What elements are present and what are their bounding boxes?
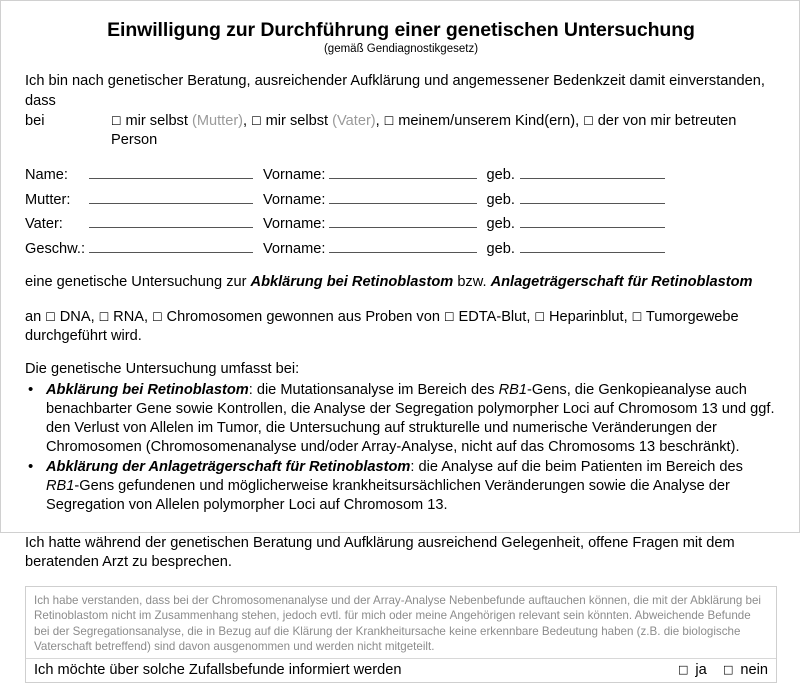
answer-label-nein: nein [740, 662, 768, 679]
consent-option-kind[interactable] [384, 113, 579, 129]
scope-list [25, 381, 777, 515]
field-label-geb: geb. [486, 240, 515, 257]
sample-source-heparinblut: Heparinblut [548, 308, 624, 325]
list-item [25, 458, 777, 515]
sample-material-rna: RNA [113, 308, 144, 325]
field-label-name: Name: [25, 167, 68, 184]
field-row-geschwister [25, 237, 777, 262]
input-geb-mutter[interactable] [520, 188, 665, 204]
checkbox-ja-icon[interactable]: □ [678, 662, 689, 676]
answer-label-ja: ja [695, 662, 707, 679]
input-vorname-geschwister[interactable] [329, 237, 477, 253]
sample-source-tumorgewebe: Tumorgewebe [645, 308, 739, 325]
sample-material-paragraph: an □ DNA, □ RNA, □ Chromosomen gewonnen aus Proben von □ EDTA-Blut, □ Heparinblut, □ Tumorgewebe durchgeführt wird. [25, 308, 739, 344]
consent-option-suffix: , [243, 112, 248, 129]
examination-target-abklaerung: Abklärung bei Retinoblastom [250, 274, 454, 291]
input-nachname-mutter[interactable] [89, 188, 253, 204]
gene-name-rb1: RB1 [46, 478, 75, 495]
input-geb-name[interactable] [520, 163, 665, 179]
field-row-mutter [25, 188, 777, 213]
checkbox-mir-selbst-mutter-icon[interactable]: □ [111, 113, 122, 127]
input-vorname-name[interactable] [329, 163, 477, 179]
input-geb-geschwister[interactable] [520, 237, 665, 253]
field-row-vater [25, 212, 777, 237]
consent-option-label: meinem/unserem Kind(ern) [398, 112, 576, 129]
examination-conjunction: bzw. [453, 274, 491, 291]
examination-target-anlagetraegerschaft: Anlageträgerschaft für Retinoblastom [490, 274, 753, 291]
page-title: Einwilligung zur Durchführung einer genetischen Untersuchung [107, 19, 695, 41]
consent-option-label: der von mir betreuten Person [111, 112, 737, 149]
sample-material-dna: DNA [59, 308, 91, 325]
checkbox-kind-icon[interactable]: □ [383, 113, 395, 127]
list-item [25, 381, 777, 457]
sample-middle-text: gewonnen aus Proben von [266, 308, 440, 325]
checkbox-edta-blut-icon[interactable]: □ [444, 309, 455, 323]
page-subtitle: (gemäß Gendiagnostikgesetz) [323, 43, 479, 56]
checkbox-nein-icon[interactable]: □ [723, 662, 734, 676]
field-label-vorname: Vorname: [263, 216, 326, 233]
input-vorname-mutter[interactable] [329, 188, 477, 204]
closing-paragraph: Ich hatte während der genetischen Beratung und Aufklärung ausreichend Gelegenheit, offene Fragen mit dem beratenden Arzt zu besprechen. [25, 535, 735, 571]
field-label-mutter: Mutter: [25, 191, 71, 208]
scope-body-part-1: : die Mutationsanalyse im Bereich des [248, 382, 499, 399]
field-label-vorname: Vorname: [263, 167, 326, 184]
checkbox-rna-icon[interactable]: □ [98, 309, 110, 323]
checkbox-betreute-person-icon[interactable]: □ [583, 113, 594, 127]
scope-body-part-1: : die Analyse auf die beim Patienten im Bereich des [410, 459, 743, 476]
incidental-findings-note: Ich habe verstanden, dass bei der Chromosomenanalyse und der Array-Analyse Nebenbefunde auftauchen können, die mit der Abklärung bei Retinoblastom nicht im Zusammenhang stehen, jedoch evtl. für mich oder meine Angehörigen relevant sein könnten. Abweichende Befunde bei der Segregationsanalyse, die in Bezug auf die Klärung der Krankheitursache keine erkennbare Bedeutung haben (z.B. die biologische Vaterschaft betreffend) sind davon ausgenommen und werden nicht mitgeteilt. [34, 593, 762, 653]
sample-material-chromosomen: Chromosomen [166, 308, 263, 325]
consent-option-suffix: , [375, 112, 380, 129]
field-label-vorname: Vorname: [263, 240, 326, 257]
checkbox-chromosomen-icon[interactable]: □ [152, 309, 163, 323]
incidental-findings-answers [652, 662, 768, 678]
checkbox-heparinblut-icon[interactable]: □ [534, 309, 545, 323]
consent-option-label: mir selbst [265, 112, 329, 129]
gene-name-rb1: RB1 [498, 382, 527, 399]
input-vorname-vater[interactable] [329, 212, 477, 228]
consent-option-paren: (Mutter) [191, 112, 244, 129]
incidental-findings-question-row [34, 659, 768, 682]
checkbox-tumorgewebe-icon[interactable]: □ [631, 309, 643, 323]
checkbox-mir-selbst-vater-icon[interactable]: □ [251, 113, 262, 127]
incidental-findings-box [25, 586, 777, 683]
input-nachname-geschwister[interactable] [89, 237, 253, 253]
scope-body-part-2: -Gens gefundenen und möglicherweise krankheitsursächlichen Veränderungen sowie die Analyse der Segregation von Allelen polymorpher Loci auf Chromosom 13. [46, 478, 730, 514]
consent-option-mir-selbst-vater[interactable] [251, 113, 380, 129]
field-row-name [25, 163, 777, 188]
field-label-geschwister: Geschw.: [25, 240, 86, 257]
input-nachname-name[interactable] [89, 163, 253, 179]
field-label-geb: geb. [486, 167, 515, 184]
scope-term-anlagetraegerschaft: Abklärung der Anlageträgerschaft für Retinoblastom [46, 459, 411, 476]
examination-lead: eine genetische Untersuchung zur [25, 274, 251, 291]
scope-heading: Die genetische Untersuchung umfasst bei: [25, 361, 300, 378]
sample-source-edta-blut: EDTA-Blut [458, 308, 527, 325]
consent-option-mir-selbst-mutter[interactable] [111, 113, 247, 129]
bei-label: bei [25, 112, 45, 129]
consent-target-options [111, 112, 777, 151]
checkbox-dna-icon[interactable]: □ [45, 309, 56, 323]
scope-term-abklaerung: Abklärung bei Retinoblastom [46, 382, 249, 399]
input-geb-vater[interactable] [520, 212, 665, 228]
scope-body-part-2: -Gens, die Genkopieanalyse auch benachbarter Gene sowie Kontrollen, die Analyse der Segregation polymorpher Loci auf Chromosom 13 und ggf. den Verlust von Allelen im Tumor, die Untersuchung auf strukturelle und numerische Veränderungen der Chromosomen (Chromosomenanalyse und/oder Array-Analyse, nicht auf das Chromosoms 13 beschränkt). [46, 382, 775, 456]
intro-paragraph: Ich bin nach genetischer Beratung, ausreichender Aufklärung und angemessener Bedenkzeit damit einverstanden, dass [25, 73, 765, 109]
examination-purpose [25, 273, 777, 292]
sample-tail-text: durchgeführt wird. [25, 327, 142, 344]
consent-option-suffix: , [575, 112, 580, 129]
sample-prefix: an [25, 308, 42, 325]
person-fields [25, 163, 777, 261]
consent-option-label: mir selbst [125, 112, 188, 129]
field-label-geb: geb. [486, 216, 515, 233]
page-content [1, 1, 799, 683]
field-label-geb: geb. [486, 191, 515, 208]
consent-option-paren: (Vater) [332, 112, 376, 129]
input-nachname-vater[interactable] [89, 212, 253, 228]
field-label-vorname: Vorname: [263, 191, 326, 208]
field-label-vater: Vater: [25, 216, 63, 233]
consent-target-line [25, 112, 777, 151]
incidental-findings-question: Ich möchte über solche Zufallsbefunde informiert werden [34, 662, 402, 679]
